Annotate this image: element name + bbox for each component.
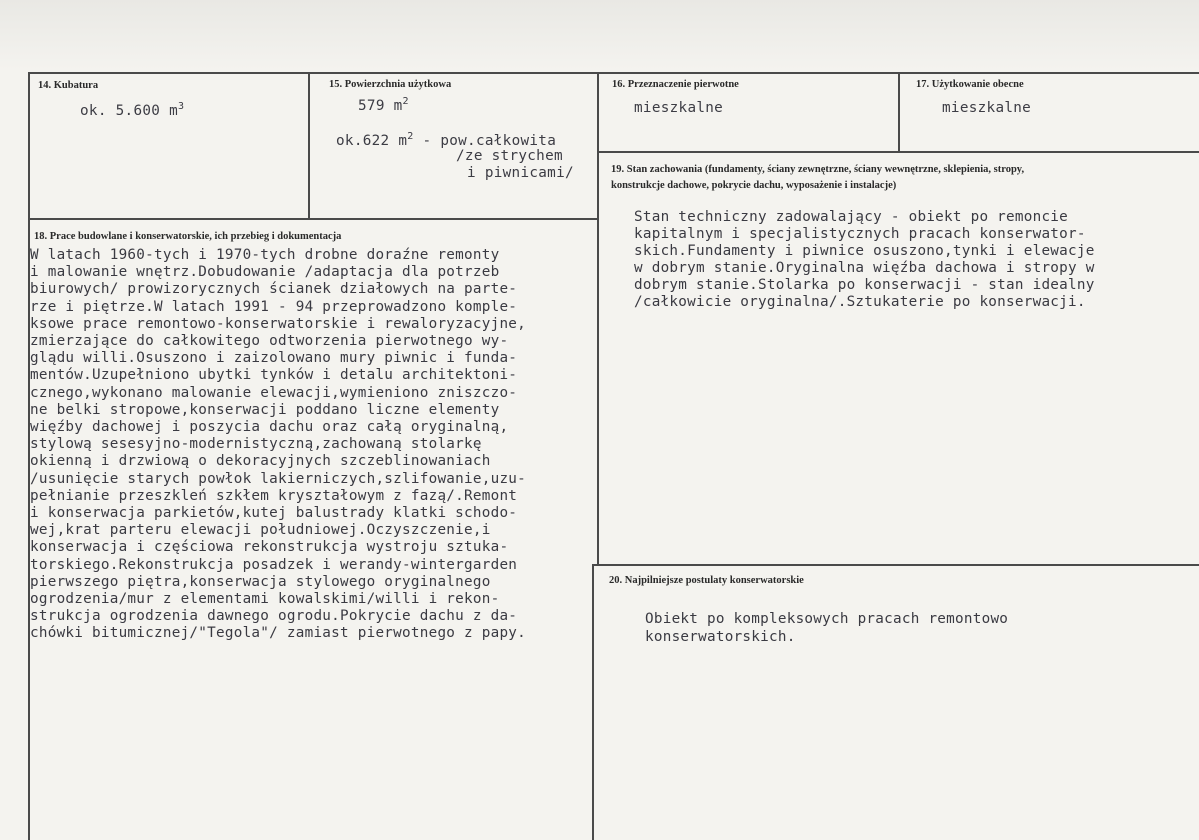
text-line: ne belki stropowe,konserwacji poddano liczne elementy [30,401,500,418]
text-line: glądu willi.Osuszono i zaizolowano mury piwnic i funda- [30,350,518,367]
text-line: kapitalnym i specjalistycznych pracach konserwator- [634,225,1086,242]
rule-mid [597,72,599,564]
field-20-label: 20. Najpilniejsze postulaty konserwatorskie [609,575,804,586]
field-14-label: 14. Kubatura [38,80,99,91]
field-14-value: ok. 5.600 $m^3$ [80,101,185,119]
rule-mid-lower [592,564,594,840]
label-line: 19. Stan zachowania (fundamenty, ściany zewnętrzne, ściany wewnętrzne, sklepienia, stropy, [611,164,1025,175]
text-line: ogrodzenia/mur z elementami kowalskimi/willi i rekon- [30,591,500,608]
text-line: ksowe prace remontowo-konserwatorskie i rewaloryzacyjne, [30,315,527,332]
text-line: zmierzające do całkowitego odtworzenia pierwotnego wy- [30,333,509,350]
text-line: okienną i drzwiową o dekoracyjnych szczeblinowaniach [30,453,491,470]
rule-under-16-17 [597,151,1199,153]
text-line: skich.Fundamenty i piwnice osuszono,tynki i elewacje [634,242,1095,259]
field-15-usable-area: 579 $m^2$ [358,96,409,114]
field-15-note-basement: i piwnicami/ [467,165,574,181]
text-line: Obiekt po kompleksowych pracach remontowo [645,611,1009,627]
rule-above-18 [28,218,597,220]
text-line: chówki bitumicznej/"Tegola"/ zamiast pierwotnego z papy. [30,625,527,642]
rule-16-17 [898,72,900,151]
field-15-note-attic: /ze strychem [456,148,563,164]
text-line: i konserwacja parkietów,kutej balustrady klatki schodo- [30,505,518,522]
text-line: cznego,wykonano malowanie elewacji,wymieniono zniszczo- [30,384,518,401]
text-line: więźby dachowej i poszycia dachu oraz całą oryginalną, [30,419,509,436]
field-17-value: mieszkalne [942,100,1032,116]
text-line: i malowanie wnętrz.Dobudowanie /adaptacja dla potrzeb [30,264,500,281]
text-line: Stan techniczny zadowalający - obiekt po remoncie [634,209,1069,225]
text-line: dobrym stanie.Stolarka po konserwacji - stan idealny [634,276,1095,293]
field-16-label: 16. Przeznaczenie pierwotne [612,79,739,90]
text-line: rze i piętrze.W latach 1991 - 94 przeprowadzono komple- [30,298,518,315]
text-line: W latach 1960-tych i 1970-tych drobne doraźne remonty [30,247,500,263]
field-17-label: 17. Użytkowanie obecne [916,79,1024,90]
text-line: biurowych/ prowizorycznych ścianek działowych na parte- [30,281,518,298]
field-20-text [645,611,1008,646]
top-rule [28,72,1199,74]
rule-14-15 [308,72,310,218]
text-line: mentów.Uzupełniono ubytki tynków i detalu architektoni- [30,367,518,384]
paper-texture [0,0,1199,70]
text-line: torskiego.Rekonstrukcja posadzek i werandy-wintergarden [30,556,518,573]
text-line: strukcja ogrodzenia dawnego ogrodu.Pokrycie dachu z da- [30,608,518,625]
text-line: pełnianie przeszkleń szkłem kryształowym z fazą/.Remont [30,487,518,504]
field-15-label: 15. Powierzchnia użytkowa [329,79,452,90]
label-line: konstrukcje dachowe, pokrycie dachu, wyposażenie i instalacje) [611,180,897,191]
text-line: w dobrym stanie.Oryginalna więźba dachowa i stropy w [634,259,1095,276]
text-line: pierwszego piętra,konserwacja stylowego oryginalnego [30,573,491,590]
field-15-total-area: ok.622 $m^2$ - pow.całkowita [336,131,557,149]
text-line: konserwatorskich. [645,628,796,645]
field-18-label: 18. Prace budowlane i konserwatorskie, ich przebieg i dokumentacja [34,231,342,242]
text-line: /usunięcie starych powłok lakierniczych,szlifowanie,uzu- [30,470,527,487]
field-19-text [634,209,1095,310]
field-19-label [611,162,1191,194]
text-line: wej,krat parteru elewacji południowej.Oczyszczenie,i [30,522,491,539]
rule-above-20 [592,564,1199,566]
text-line: stylową sesesyjno-modernistyczną,zachowaną stolarkę [30,436,482,453]
text-line: /całkowicie oryginalna/.Sztukaterie po konserwacji. [634,293,1086,310]
field-16-value: mieszkalne [634,100,724,116]
field-18-text [30,247,526,643]
text-line: konserwacja i częściowa rekonstrukcja wystroju sztuka- [30,539,509,556]
